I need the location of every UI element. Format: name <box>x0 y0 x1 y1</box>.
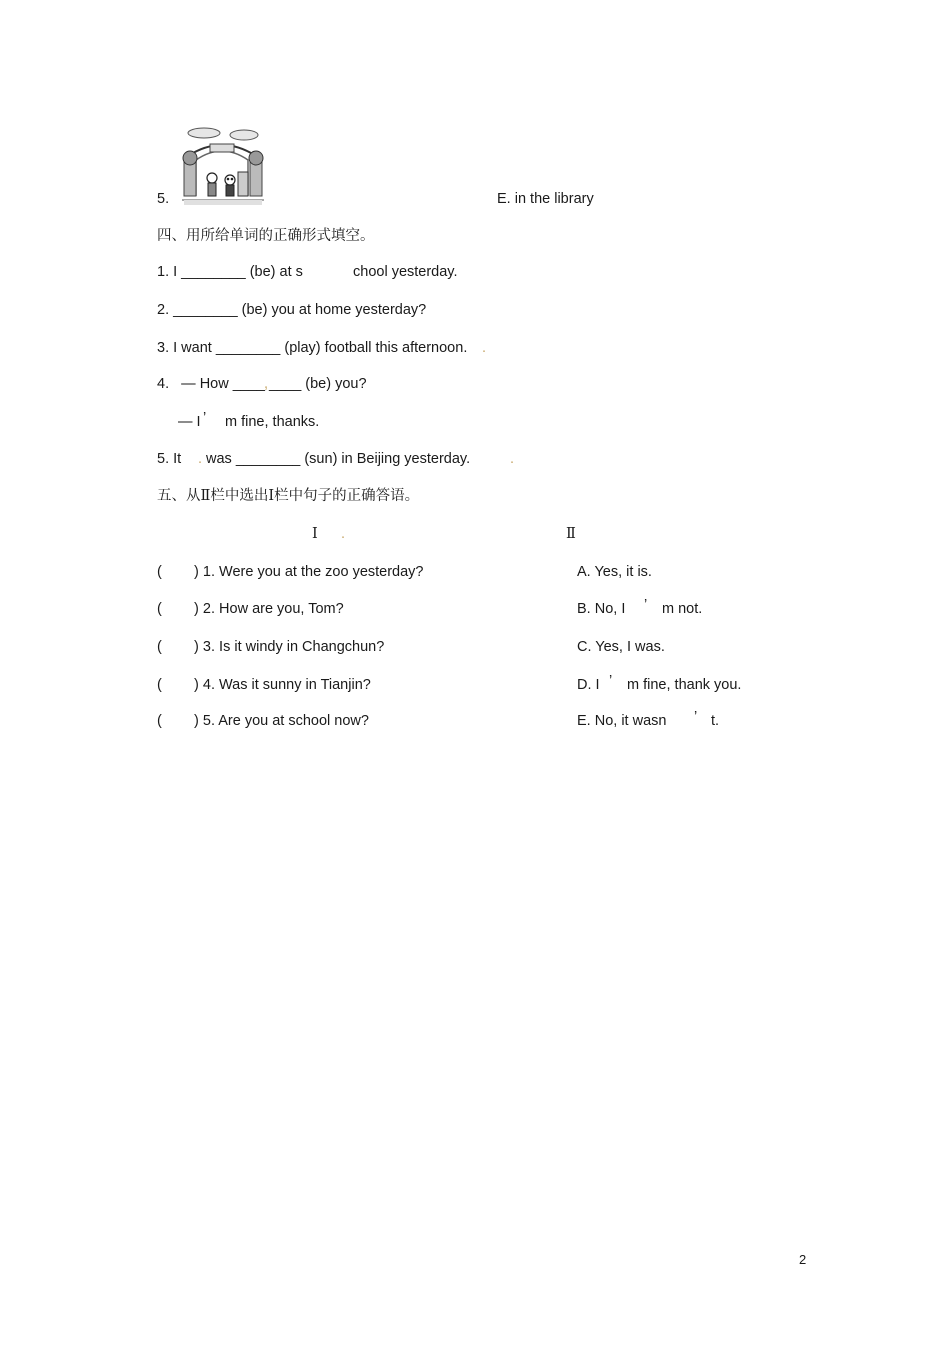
item-5-number: 5. <box>157 191 170 207</box>
column-1-header: Ⅰ <box>312 526 318 542</box>
match-question-3: ( ) 3. Is it windy in Changchun? <box>157 639 385 655</box>
match-answer-c: C. Yes, I was. <box>577 639 665 655</box>
column-2-header: Ⅱ <box>566 526 576 542</box>
match-answer-b-part1: B. No, I <box>577 601 626 617</box>
s4-q2: 2. ________ (be) you at home yesterday? <box>157 302 427 318</box>
match-answer-e-part2: t. <box>711 713 720 729</box>
s4-q4-reply-part2: m fine, thanks. <box>225 414 320 430</box>
match-answer-a: A. Yes, it is. <box>577 564 652 580</box>
page-number: 2 <box>799 1252 807 1267</box>
s4-q4-reply-apostrophe: ’ <box>203 410 207 426</box>
s4-q4-mark: , <box>264 376 269 392</box>
match-answer-b-part2: m not. <box>662 601 703 617</box>
s4-q5-mark-1: . <box>198 451 203 467</box>
match-answer-e-part1: E. No, it wasn <box>577 713 667 729</box>
s4-q5-part1: 5. It <box>157 451 182 467</box>
s4-q3: 3. I want ________ (play) football this afternoon. <box>157 340 468 356</box>
match-answer-e-apostrophe: ’ <box>694 709 698 725</box>
match-answer-b-apostrophe: ’ <box>644 597 648 613</box>
s4-q5-part2: was ________ (sun) in Beijing yesterday. <box>206 451 471 467</box>
section-4-heading: 四、用所给单词的正确形式填空。 <box>157 228 375 244</box>
match-question-4: ( ) 4. Was it sunny in Tianjin? <box>157 677 371 693</box>
s4-q4-reply-part1: — I <box>178 414 201 430</box>
s4-q4-part2: ____ (be) you? <box>269 376 367 392</box>
zoo-gate-illustration <box>182 126 264 206</box>
s4-q1-part1: 1. I ________ (be) at s <box>157 264 303 280</box>
s4-q3-mark: . <box>482 340 487 356</box>
s4-q4-part1: 4. — How ____ <box>157 376 265 392</box>
match-answer-d-apostrophe: ’ <box>609 673 613 689</box>
column-1-mark: . <box>341 526 346 542</box>
s4-q1-part2: chool yesterday. <box>353 264 458 280</box>
section-5-heading: 五、从Ⅱ栏中选出Ⅰ栏中句子的正确答语。 <box>157 488 420 504</box>
s4-q5-mark-2: . <box>510 451 515 467</box>
match-question-2: ( ) 2. How are you, Tom? <box>157 601 344 617</box>
match-question-1: ( ) 1. Were you at the zoo yesterday? <box>157 564 424 580</box>
match-question-5: ( ) 5. Are you at school now? <box>157 713 369 729</box>
match-answer-d-part2: m fine, thank you. <box>627 677 742 693</box>
item-5-answer: E. in the library <box>497 191 594 207</box>
match-answer-d-part1: D. I <box>577 677 600 693</box>
